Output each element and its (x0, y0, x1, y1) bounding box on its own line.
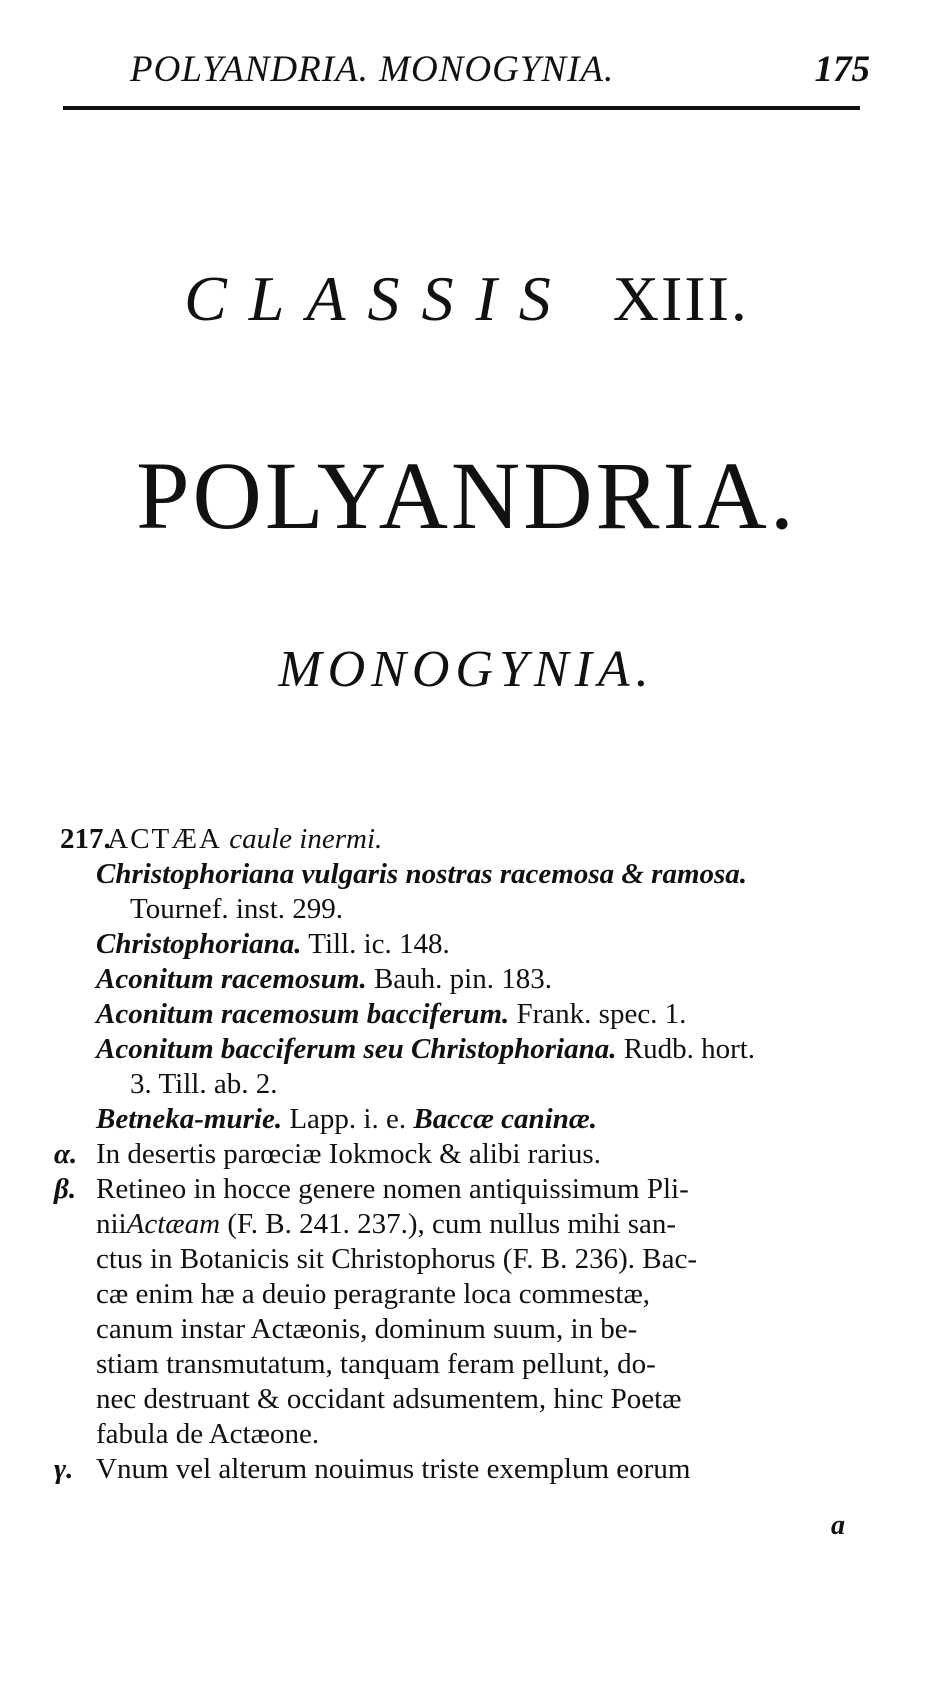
note-text: canum instar Actæonis, dominum suum, in be- (96, 1313, 638, 1345)
synonym-ref: Lapp. i. e. (289, 1103, 407, 1135)
synonym-line (60, 892, 870, 927)
class-name: POLYANDRIA. (136, 442, 797, 549)
catchword: a (831, 1510, 845, 1541)
note-marker: α. (54, 1138, 78, 1170)
running-head (130, 48, 870, 98)
synonym-ref: 3. Till. ab. 2. (130, 1068, 278, 1100)
note-line (60, 1347, 870, 1382)
entry-header-line (60, 822, 870, 857)
note-line (60, 1417, 870, 1452)
note-text: Retineo in hocce genere nomen antiquissimum Pli- (96, 1173, 689, 1205)
note-marker: β. (54, 1173, 77, 1205)
synonym-name: Aconitum racemosum bacciferum. (96, 998, 510, 1030)
note-line (60, 1312, 870, 1347)
note-text: In desertis parœciæ Iokmock & alibi rarius. (96, 1138, 601, 1170)
note-beta (54, 1172, 870, 1452)
order-name: MONOGYNIA. (278, 641, 655, 698)
synonym-line (60, 1102, 870, 1137)
note-line (60, 1382, 870, 1417)
note-line (60, 1277, 870, 1312)
note-text: nec destruant & occidant adsumentem, hinc Poetæ (96, 1383, 682, 1415)
synonym-line (60, 997, 870, 1032)
synonym-name: Christophoriana. (96, 928, 302, 960)
class-heading (0, 262, 933, 336)
note-text: Vnum vel alterum nouimus triste exemplum eorum (96, 1453, 691, 1485)
synonym-ref: Bauh. pin. 183. (373, 963, 552, 995)
note-gamma (54, 1452, 870, 1487)
note-marker: γ. (54, 1453, 74, 1485)
note-text: stiam transmutatum, tanquam feram pellunt, do- (96, 1348, 656, 1380)
note-line (54, 1172, 870, 1207)
note-text: fabula de Actæone. (96, 1418, 320, 1450)
synonym-line (60, 1032, 870, 1067)
synonym-ref: Frank. spec. 1. (516, 998, 687, 1030)
synonym-line (60, 857, 870, 892)
class-number: XIII. (612, 263, 749, 334)
note-text: (F. B. 241. 237.), cum nullus mihi san- (220, 1208, 677, 1240)
note-text: cæ enim hæ a deuio peragrante loca commestæ, (96, 1278, 651, 1310)
note-alpha (54, 1137, 870, 1172)
note-text: nii (96, 1208, 127, 1240)
synonym-line (60, 927, 870, 962)
note-text: ctus in Botanicis sit Christophorus (F. B. 236). Bac- (96, 1243, 698, 1275)
synonym-name: Aconitum racemosum. (96, 963, 367, 995)
synonym-name: Christophoriana vulgaris nostras racemosa & ramosa. (96, 858, 748, 890)
note-line (60, 1207, 870, 1242)
synonym-name: Betneka-murie. (96, 1103, 283, 1135)
synonym-ref: Tournef. inst. 299. (130, 893, 344, 925)
synonym-gloss: Baccæ caninæ. (413, 1103, 598, 1135)
synonym-line (60, 1067, 870, 1102)
synonym-ref: Rudb. hort. (623, 1033, 756, 1065)
note-italic: Actæam (126, 1208, 221, 1240)
running-title: POLYANDRIA. MONOGYNIA. (130, 49, 615, 90)
synonym-line (60, 962, 870, 997)
synonym-name: Aconitum bacciferum seu Christophoriana. (96, 1033, 617, 1065)
note-line (60, 1242, 870, 1277)
species-entry (54, 822, 870, 1487)
synonym-ref: Till. ic. 148. (308, 928, 450, 960)
page-number: 175 (814, 49, 870, 90)
entry-number: 217. (60, 823, 111, 855)
class-word: CLASSIS (184, 263, 573, 334)
diagnosis: caule inermi. (229, 823, 383, 855)
genus-name: ACTÆA (107, 823, 222, 855)
header-rule (63, 106, 860, 110)
